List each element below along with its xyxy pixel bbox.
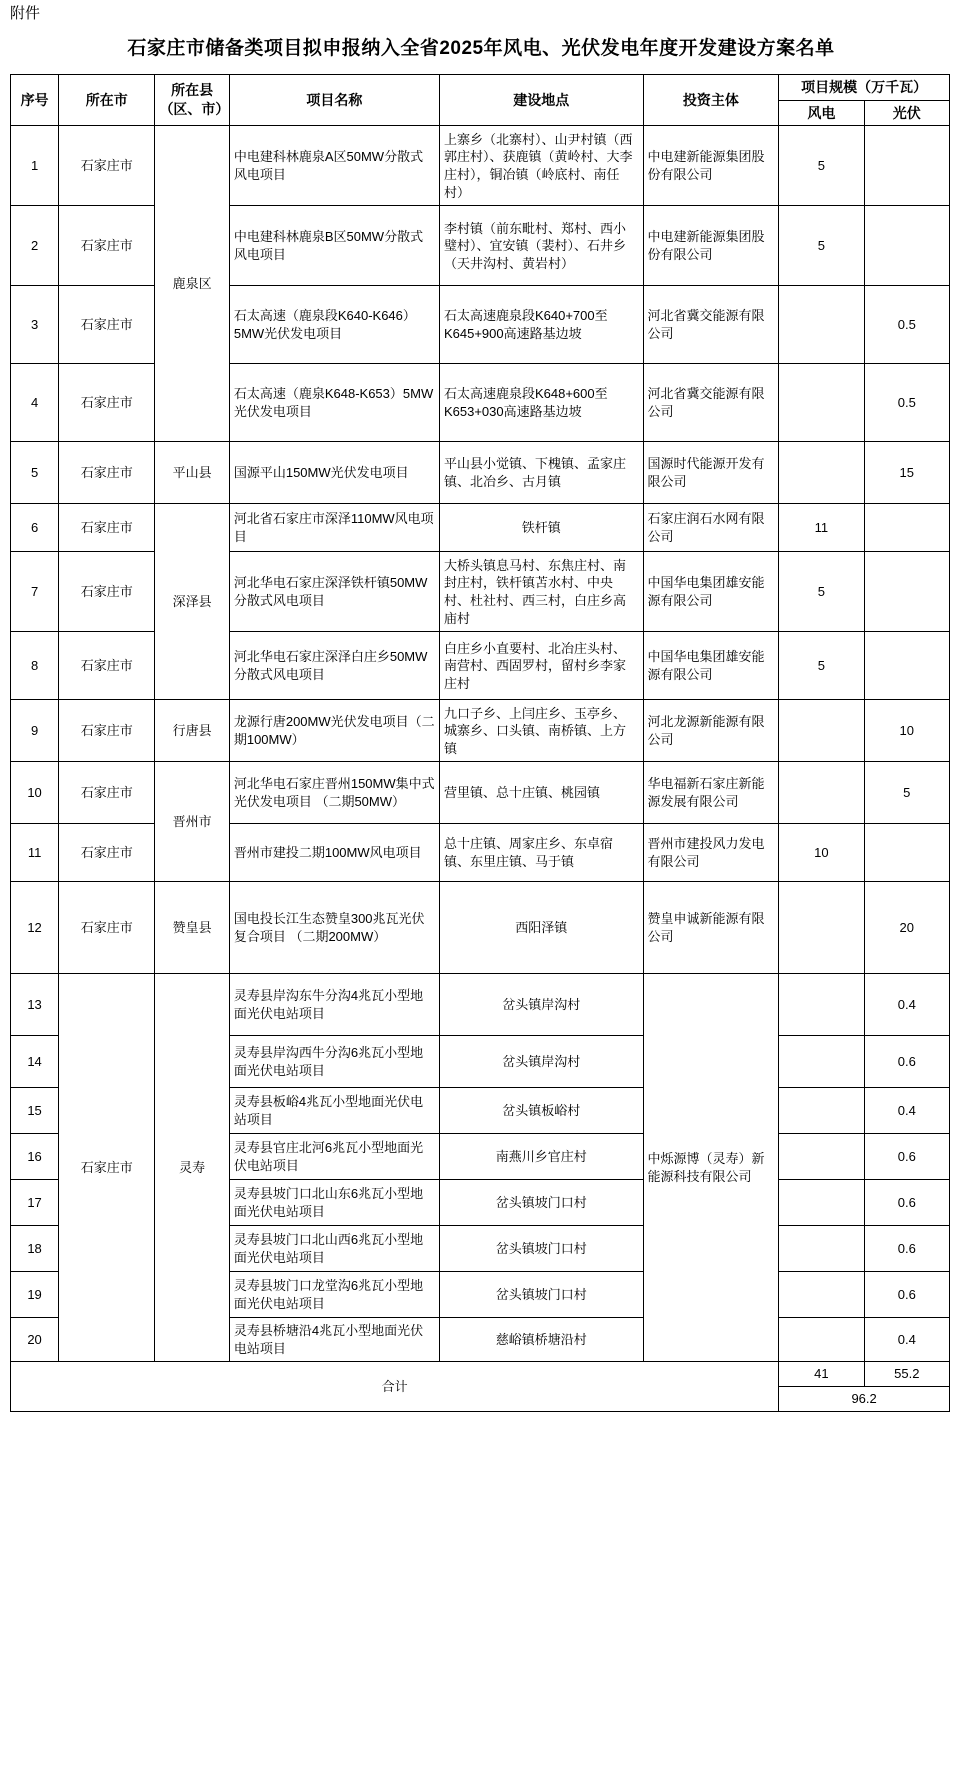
cell-solar-capacity <box>864 206 949 286</box>
cell-seq: 11 <box>11 824 59 882</box>
cell-location: 石太高速鹿泉段K640+700至K645+900高速路基边坡 <box>439 286 643 364</box>
cell-county: 灵寿 <box>155 974 229 1362</box>
cell-project-name: 河北华电石家庄深泽白庄乡50MW分散式风电项目 <box>229 632 439 700</box>
cell-location: 岔头镇岸沟村 <box>439 974 643 1036</box>
cell-project-name: 石太高速（鹿泉段K640-K646）5MW光伏发电项目 <box>229 286 439 364</box>
cell-wind-capacity: 10 <box>779 824 864 882</box>
cell-solar-capacity: 15 <box>864 442 949 504</box>
cell-solar-capacity: 0.6 <box>864 1180 949 1226</box>
cell-seq: 9 <box>11 700 59 762</box>
header-investor: 投资主体 <box>643 74 779 126</box>
cell-solar-capacity: 0.5 <box>864 286 949 364</box>
cell-wind-capacity <box>779 442 864 504</box>
cell-location: 大桥头镇息马村、东焦庄村、南封庄村，铁杆镇苫水村、中央村、杜社村、西三村，白庄乡高庙村 <box>439 552 643 632</box>
cell-county: 赞皇县 <box>155 882 229 974</box>
cell-project-name: 河北省石家庄市深泽110MW风电项目 <box>229 504 439 552</box>
header-location: 建设地点 <box>439 74 643 126</box>
cell-seq: 7 <box>11 552 59 632</box>
cell-city: 石家庄市 <box>59 442 155 504</box>
cell-project-name: 灵寿县坡门口北山西6兆瓦小型地面光伏电站项目 <box>229 1226 439 1272</box>
cell-wind-capacity: 5 <box>779 126 864 206</box>
table-header <box>11 74 950 126</box>
total-solar: 55.2 <box>864 1362 949 1387</box>
cell-project-name: 灵寿县岸沟西牛分沟6兆瓦小型地面光伏电站项目 <box>229 1036 439 1088</box>
cell-project-name: 龙源行唐200MW光伏发电项目（二期100MW） <box>229 700 439 762</box>
cell-seq: 16 <box>11 1134 59 1180</box>
cell-solar-capacity <box>864 552 949 632</box>
cell-investor: 华电福新石家庄新能源发展有限公司 <box>643 762 779 824</box>
cell-wind-capacity <box>779 1226 864 1272</box>
table-row <box>11 442 950 504</box>
table-row <box>11 126 950 206</box>
total-label: 合计 <box>11 1362 779 1411</box>
cell-project-name: 国源平山150MW光伏发电项目 <box>229 442 439 504</box>
cell-location: 铁杆镇 <box>439 504 643 552</box>
cell-wind-capacity <box>779 1180 864 1226</box>
cell-solar-capacity: 0.4 <box>864 1088 949 1134</box>
cell-location: 九口子乡、上闫庄乡、玉亭乡、城寨乡、口头镇、南桥镇、上方镇 <box>439 700 643 762</box>
cell-project-name: 灵寿县官庄北河6兆瓦小型地面光伏电站项目 <box>229 1134 439 1180</box>
cell-wind-capacity: 5 <box>779 632 864 700</box>
cell-location: 岔头镇坡门口村 <box>439 1226 643 1272</box>
cell-city: 石家庄市 <box>59 504 155 552</box>
cell-city: 石家庄市 <box>59 882 155 974</box>
cell-location: 岔头镇坡门口村 <box>439 1272 643 1318</box>
header-solar: 光伏 <box>864 100 949 126</box>
table-row <box>11 206 950 286</box>
table-row <box>11 364 950 442</box>
cell-solar-capacity: 0.6 <box>864 1272 949 1318</box>
table-row <box>11 286 950 364</box>
cell-seq: 5 <box>11 442 59 504</box>
cell-location: 白庄乡小直要村、北冶庄头村、南营村、西固罗村，留村乡李家庄村 <box>439 632 643 700</box>
cell-location: 李村镇（前东毗村、郑村、西小璧村）、宜安镇（裴村）、石井乡（天井沟村、黄岩村） <box>439 206 643 286</box>
cell-wind-capacity <box>779 286 864 364</box>
cell-solar-capacity <box>864 824 949 882</box>
cell-seq: 3 <box>11 286 59 364</box>
table-row <box>11 882 950 974</box>
cell-project-name: 灵寿县板峪4兆瓦小型地面光伏电站项目 <box>229 1088 439 1134</box>
cell-location: 上寨乡（北寨村）、山尹村镇（西郭庄村）、获鹿镇（黄岭村、大李庄村），铜冶镇（岭底村、南任村） <box>439 126 643 206</box>
cell-wind-capacity <box>779 1036 864 1088</box>
cell-city: 石家庄市 <box>59 206 155 286</box>
cell-solar-capacity: 5 <box>864 762 949 824</box>
cell-city: 石家庄市 <box>59 762 155 824</box>
cell-solar-capacity: 0.6 <box>864 1226 949 1272</box>
cell-seq: 19 <box>11 1272 59 1318</box>
header-wind: 风电 <box>779 100 864 126</box>
table-row <box>11 632 950 700</box>
cell-project-name: 灵寿县坡门口北山东6兆瓦小型地面光伏电站项目 <box>229 1180 439 1226</box>
table-footer <box>11 1362 950 1411</box>
cell-seq: 14 <box>11 1036 59 1088</box>
cell-investor: 河北省冀交能源有限公司 <box>643 286 779 364</box>
cell-investor: 中国华电集团雄安能源有限公司 <box>643 552 779 632</box>
cell-location: 岔头镇坡门口村 <box>439 1180 643 1226</box>
cell-wind-capacity: 11 <box>779 504 864 552</box>
cell-investor: 中电建新能源集团股份有限公司 <box>643 206 779 286</box>
cell-location: 岔头镇板峪村 <box>439 1088 643 1134</box>
cell-seq: 12 <box>11 882 59 974</box>
cell-wind-capacity <box>779 364 864 442</box>
cell-location: 石太高速鹿泉段K648+600至K653+030高速路基边坡 <box>439 364 643 442</box>
total-wind: 41 <box>779 1362 864 1387</box>
cell-investor: 河北省冀交能源有限公司 <box>643 364 779 442</box>
page-title: 石家庄市储备类项目拟申报纳入全省2025年风电、光伏发电年度开发建设方案名单 <box>127 38 835 59</box>
cell-city: 石家庄市 <box>59 364 155 442</box>
cell-seq: 1 <box>11 126 59 206</box>
cell-solar-capacity: 10 <box>864 700 949 762</box>
cell-city: 石家庄市 <box>59 700 155 762</box>
cell-project-name: 石太高速（鹿泉K648-K653）5MW光伏发电项目 <box>229 364 439 442</box>
cell-location: 平山县小觉镇、下槐镇、孟家庄镇、北冶乡、古月镇 <box>439 442 643 504</box>
cell-city: 石家庄市 <box>59 632 155 700</box>
cell-seq: 20 <box>11 1318 59 1362</box>
table-row <box>11 700 950 762</box>
table-row <box>11 504 950 552</box>
cell-city: 石家庄市 <box>59 974 155 1362</box>
cell-wind-capacity <box>779 700 864 762</box>
total-grand: 96.2 <box>779 1387 950 1412</box>
table-row <box>11 762 950 824</box>
header-city: 所在市 <box>59 74 155 126</box>
table-body <box>11 126 950 1362</box>
cell-solar-capacity: 0.4 <box>864 974 949 1036</box>
cell-wind-capacity <box>779 974 864 1036</box>
cell-seq: 18 <box>11 1226 59 1272</box>
cell-seq: 17 <box>11 1180 59 1226</box>
cell-location: 西阳泽镇 <box>439 882 643 974</box>
cell-solar-capacity <box>864 632 949 700</box>
cell-project-name: 灵寿县坡门口龙堂沟6兆瓦小型地面光伏电站项目 <box>229 1272 439 1318</box>
cell-solar-capacity: 0.6 <box>864 1036 949 1088</box>
cell-location: 岔头镇岸沟村 <box>439 1036 643 1088</box>
cell-project-name: 中电建科林鹿泉B区50MW分散式风电项目 <box>229 206 439 286</box>
cell-seq: 15 <box>11 1088 59 1134</box>
cell-solar-capacity: 20 <box>864 882 949 974</box>
cell-solar-capacity <box>864 126 949 206</box>
header-seq: 序号 <box>11 74 59 126</box>
header-scale-group: 项目规模（万千瓦） <box>779 74 950 100</box>
cell-wind-capacity: 5 <box>779 552 864 632</box>
cell-wind-capacity: 5 <box>779 206 864 286</box>
cell-solar-capacity <box>864 504 949 552</box>
cell-location: 南燕川乡官庄村 <box>439 1134 643 1180</box>
cell-solar-capacity: 0.5 <box>864 364 949 442</box>
cell-county: 平山县 <box>155 442 229 504</box>
attachment-label: 附件 <box>10 5 41 22</box>
cell-project-name: 河北华电石家庄深泽铁杆镇50MW分散式风电项目 <box>229 552 439 632</box>
cell-investor: 中烁源博（灵寿）新能源科技有限公司 <box>643 974 779 1362</box>
table-row <box>11 824 950 882</box>
table-row <box>11 552 950 632</box>
cell-wind-capacity <box>779 882 864 974</box>
cell-city: 石家庄市 <box>59 824 155 882</box>
table-row <box>11 974 950 1036</box>
cell-project-name: 国电投长江生态赞皇300兆瓦光伏复合项目 （二期200MW） <box>229 882 439 974</box>
cell-wind-capacity <box>779 762 864 824</box>
project-list-table <box>10 74 950 1412</box>
cell-solar-capacity: 0.4 <box>864 1318 949 1362</box>
cell-location: 总十庄镇、周家庄乡、东卓宿镇、东里庄镇、马于镇 <box>439 824 643 882</box>
cell-county: 深泽县 <box>155 504 229 700</box>
cell-solar-capacity: 0.6 <box>864 1134 949 1180</box>
cell-investor: 国源时代能源开发有限公司 <box>643 442 779 504</box>
cell-investor: 河北龙源新能源有限公司 <box>643 700 779 762</box>
header-project-name: 项目名称 <box>229 74 439 126</box>
cell-wind-capacity <box>779 1318 864 1362</box>
cell-project-name: 中电建科林鹿泉A区50MW分散式风电项目 <box>229 126 439 206</box>
cell-investor: 石家庄润石水网有限公司 <box>643 504 779 552</box>
cell-seq: 6 <box>11 504 59 552</box>
cell-seq: 4 <box>11 364 59 442</box>
cell-wind-capacity <box>779 1088 864 1134</box>
cell-seq: 10 <box>11 762 59 824</box>
header-county: 所在县（区、市） <box>155 74 229 126</box>
cell-location: 慈峪镇桥塘沿村 <box>439 1318 643 1362</box>
cell-project-name: 晋州市建投二期100MW风电项目 <box>229 824 439 882</box>
cell-investor: 晋州市建投风力发电有限公司 <box>643 824 779 882</box>
cell-investor: 中国华电集团雄安能源有限公司 <box>643 632 779 700</box>
cell-project-name: 河北华电石家庄晋州150MW集中式光伏发电项目 （二期50MW） <box>229 762 439 824</box>
cell-project-name: 灵寿县岸沟东牛分沟4兆瓦小型地面光伏电站项目 <box>229 974 439 1036</box>
cell-city: 石家庄市 <box>59 286 155 364</box>
cell-city: 石家庄市 <box>59 126 155 206</box>
cell-investor: 中电建新能源集团股份有限公司 <box>643 126 779 206</box>
cell-wind-capacity <box>779 1134 864 1180</box>
cell-investor: 赞皇申诚新能源有限公司 <box>643 882 779 974</box>
cell-project-name: 灵寿县桥塘沿4兆瓦小型地面光伏电站项目 <box>229 1318 439 1362</box>
cell-wind-capacity <box>779 1272 864 1318</box>
cell-county: 行唐县 <box>155 700 229 762</box>
total-row <box>11 1362 950 1387</box>
cell-county: 鹿泉区 <box>155 126 229 442</box>
cell-seq: 2 <box>11 206 59 286</box>
cell-city: 石家庄市 <box>59 552 155 632</box>
cell-seq: 13 <box>11 974 59 1036</box>
table-header-row-1 <box>11 74 950 100</box>
cell-county: 晋州市 <box>155 762 229 882</box>
cell-seq: 8 <box>11 632 59 700</box>
cell-location: 营里镇、总十庄镇、桃园镇 <box>439 762 643 824</box>
